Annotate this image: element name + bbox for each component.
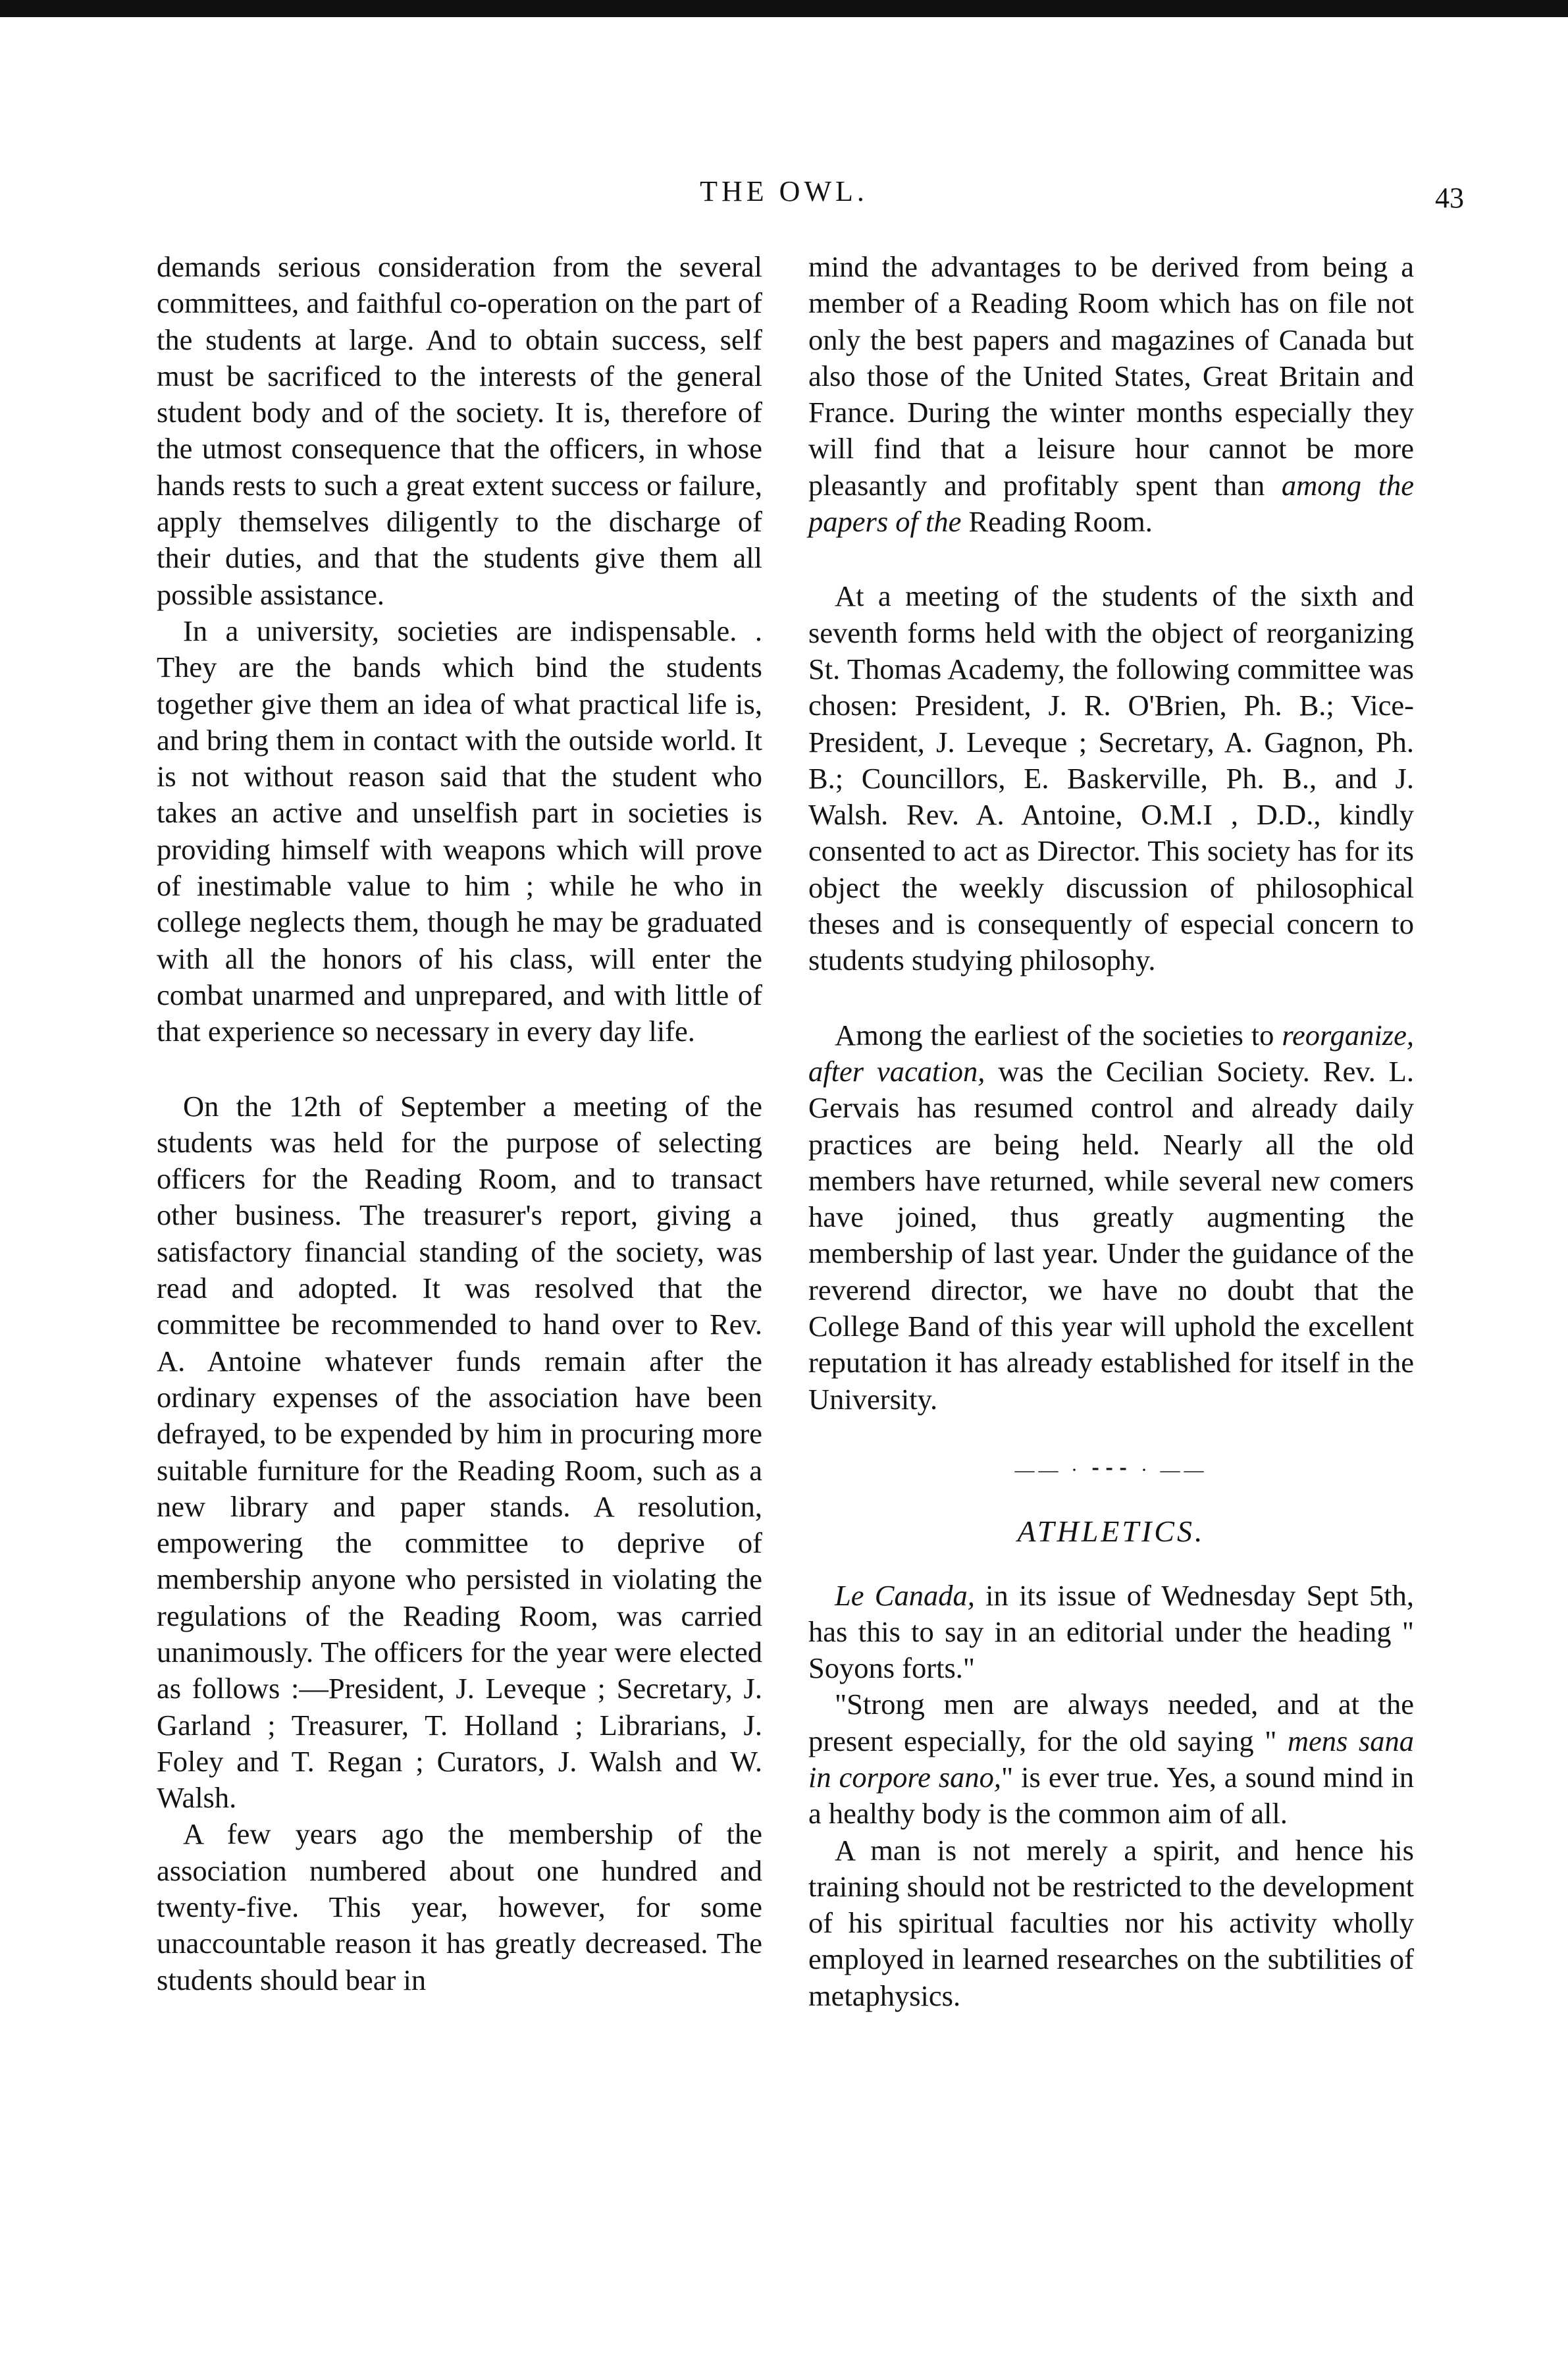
section-ornament: —— · ⁃⁃⁃ · —— bbox=[1014, 1458, 1208, 1481]
running-head: THE OWL. bbox=[700, 175, 868, 207]
paragraph: Among the earliest of the societies to reorganize, after vacation, was the Cecilian Society. Rev. L. Gervais has resumed control and already daily practices are being held. Nearly all the old members have returned, while several new comers have joined, thus greatly augmenting the membership of last year. Under the guidance of the reverend director, we have no doubt that the College Band of this year will uphold the excellent reputation it has already established for itself in the University. bbox=[808, 1018, 1414, 1416]
paragraph: At a meeting of the students of the sixth and seventh forms held with the object of reorganizing St. Thomas Academy, the following committee was chosen: President, J. R. O'Brien, Ph. B.; Vice-President, J. Leveque ; Secretary, A. Gagnon, Ph. B.; Councillors, E. Baskerville, Ph. B., and J. Walsh. Rev. A. Antoine, O.M.I , D.D., kindly consented to act as Director. This society has for its object the weekly discussion of philosophical theses and is consequently of especial concern to students studying philosophy. bbox=[808, 579, 1414, 977]
paragraph: In a university, societies are indispensable. . They are the bands which bind the students together give them an idea of what practical life is, and bring them in contact with the outside world. It is not without reason said that the student who takes an active and unselfish part in societies is providing himself with weapons which will prove of inestimable value to him ; while he who in college neglects them, though he may be graduated with all the honors of his class, will enter the combat unarmed and unprepared, and with little of that experience so necessary in every day life. bbox=[157, 614, 762, 1048]
paragraph: On the 12th of September a meeting of the students was held for the purpose of selecting officers for the Reading Room, and to transact other business. The treasurer's report, giving a satisfactory financial standing of the society, was read and adopted. It was resolved that the committee be recommended to hand over to Rev. A. Antoine whatever funds remain after the ordinary expenses of the association have been defrayed, to be expended by him in procuring more suitable furniture for the Reading Room, such as a new library and paper stands. A resolution, empowering the committee to deprive of membership anyone who persisted in violating the regulations of the Reading Room, was carried unanimously. The officers for the year were elected as follows :—President, J. Leveque ; Secretary, J. Garland ; Treasurer, T. Holland ; Librarians, J. Foley and T. Regan ; Curators, J. Walsh and W. Walsh. bbox=[157, 1089, 762, 1815]
paragraph: Le Canada, in its issue of Wednesday Sept 5th, has this to say in an editorial under the heading " Soyons forts." bbox=[808, 1578, 1414, 1685]
paragraph: A few years ago the membership of the association numbered about one hundred and twenty-five. This year, however, for some unaccountable reason it has greatly decreased. The students should bear in bbox=[157, 1817, 762, 1996]
paragraph: mind the advantages to be derived from being a member of a Reading Room which has on file not only the best papers and magazines of Canada but also those of the United States, Great Britain and France. During the winter months especially they will find that a leisure hour cannot be more pleasantly and profitably spent than among the papers of the Reading Room. bbox=[808, 250, 1414, 539]
top-border-rule bbox=[0, 0, 1568, 17]
paragraph: demands serious consideration from the several committees, and faithful co-operation on the part of the students at large. And to obtain success, self must be sacrificed to the interests of the general student body and of the society. It is, therefore of the utmost consequence that the officers, in whose hands rests to such a great extent success or failure, apply themselves diligently to the discharge of their duties, and that the students give them all possible assistance. bbox=[157, 250, 762, 611]
right-column bbox=[808, 249, 1414, 2014]
section-heading-athletics: ATHLETICS. bbox=[1017, 1514, 1205, 1549]
paragraph: "Strong men are always needed, and at the present especially, for the old saying " mens sana in corpore sano," is ever true. Yes, a sound mind in a healthy body is the common aim of all. bbox=[808, 1688, 1414, 1830]
paragraph: A man is not merely a spirit, and hence his training should not be restricted to the development of his spiritual faculties nor his activity wholly employed in learned researches on the subtilities of metaphysics. bbox=[808, 1833, 1414, 2012]
page-number: 43 bbox=[1435, 182, 1464, 214]
left-column bbox=[157, 249, 762, 1998]
page-header bbox=[0, 168, 1568, 221]
